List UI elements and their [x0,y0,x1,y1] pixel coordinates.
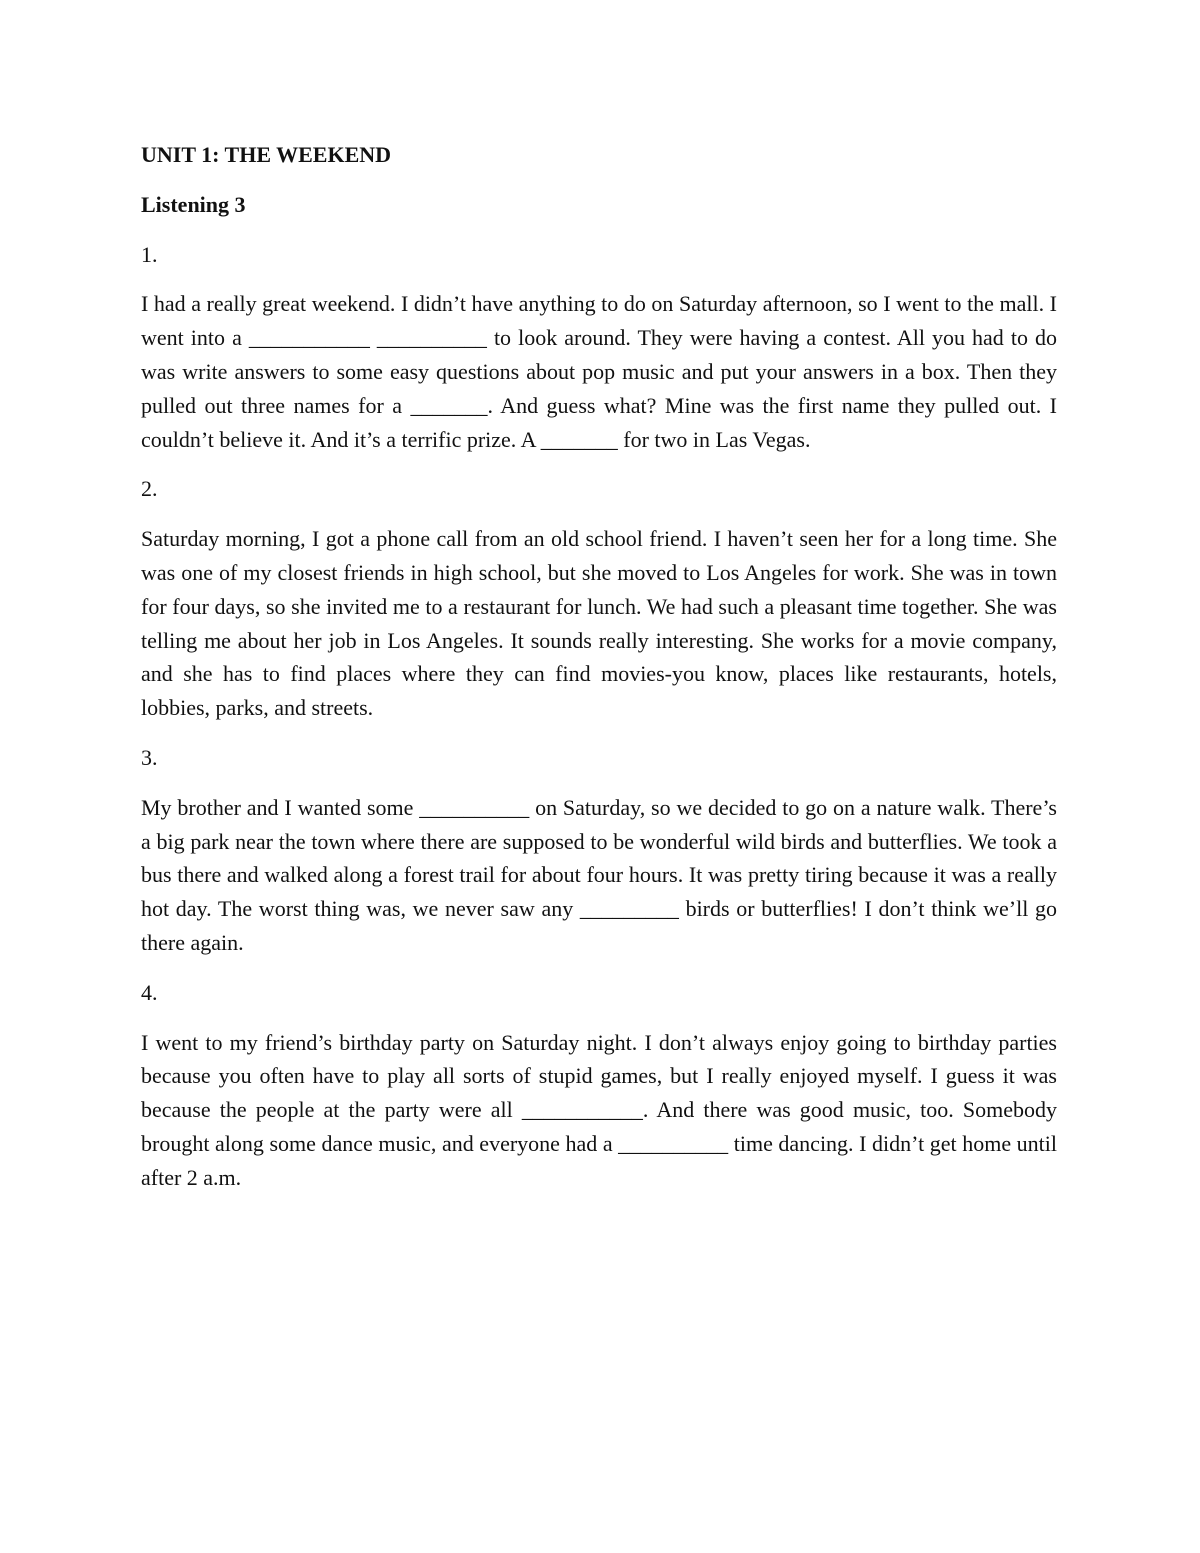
section-title: Listening 3 [141,191,246,217]
exercise-number-3: 3. [141,744,158,770]
document-page [141,138,1057,1211]
exercise-text-1: I had a really great weekend. I didn’t have anything to do on Saturday afternoon, so I went to the mall. I went into a ___________ __________ to look around. They were having a contest. All you had to do was write answers to some easy questions about pop music and put your answers in a box. Then they pulled out three names for a _______. And guess what? Mine was the first name they pulled out. I couldn’t believe it. And it’s a terrific prize. A _______ for two in Las Vegas. [141,291,1057,452]
exercise-text-4: I went to my friend’s birthday party on Saturday night. I don’t always enjoy going to birthday parties because you often have to play all sorts of stupid games, but I really enjoyed myself. I guess it was because the people at the party were all ___________. And there was good music, too. Somebody brought along some dance music, and everyone had a __________ time dancing. I didn’t get home until after 2 a.m. [141,1029,1057,1190]
exercise-text-3: My brother and I wanted some __________ on Saturday, so we decided to go on a nature walk. There’s a big park near the town where there are supposed to be wonderful wild birds and butterflies. We took a bus there and walked along a forest trail for about four hours. It was pretty tiring because it was a really hot day. The worst thing was, we never saw any _________ birds or butterflies! I don’t think we’ll go there again. [141,794,1057,955]
exercise-number-4: 4. [141,979,158,1005]
exercise-number-1: 1. [141,241,158,267]
unit-title: UNIT 1: THE WEEKEND [141,142,392,167]
exercise-text-2: Saturday morning, I got a phone call from an old school friend. I haven’t seen her for a long time. She was one of my closest friends in high school, but she moved to Los Angeles for work. She was in town for four days, so she invited me to a restaurant for lunch. We had such a pleasant time together. She was telling me about her job in Los Angeles. It sounds really interesting. She works for a movie company, and she has to find places where they can find movies-you know, places like restaurants, hotels, lobbies, parks, and streets. [141,526,1057,721]
exercise-number-2: 2. [141,476,158,502]
